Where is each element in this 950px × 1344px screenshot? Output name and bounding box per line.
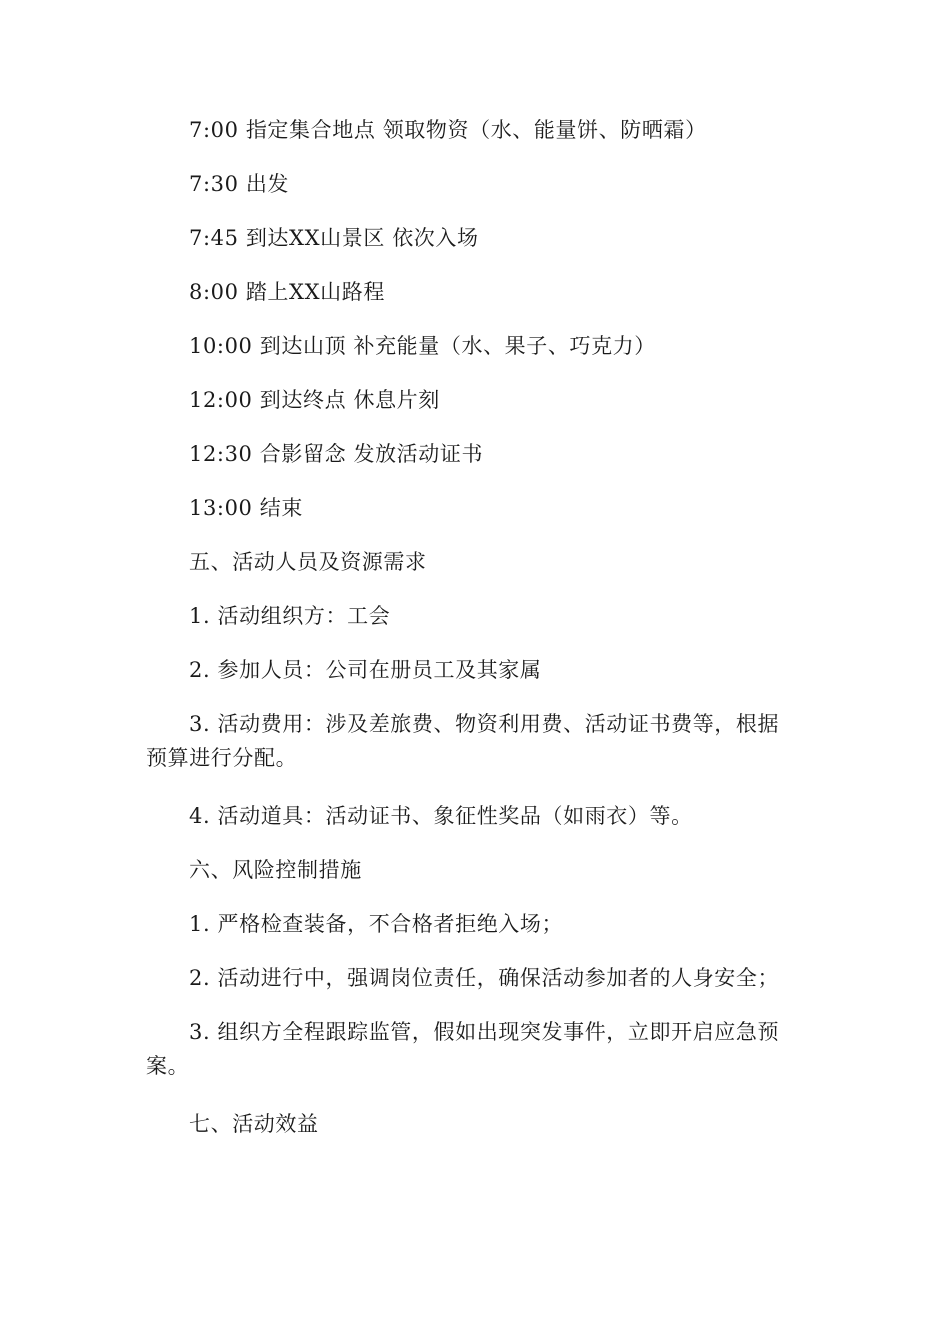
- section-6-item-2: 2. 活动进行中，强调岗位责任，确保活动参加者的人身安全；: [189, 966, 780, 990]
- schedule-item-0730: 7:30 出发: [189, 172, 290, 196]
- section-5-heading: 五、活动人员及资源需求: [189, 550, 427, 574]
- schedule-item-1230: 12:30 合影留念 发放活动证书: [189, 442, 484, 466]
- section-5-item-3-line-1: 3. 活动费用：涉及差旅费、物资利用费、活动证书费等，根据: [189, 712, 780, 736]
- section-7-heading: 七、活动效益: [189, 1112, 319, 1136]
- schedule-item-0800: 8:00 踏上XX山路程: [189, 280, 385, 304]
- schedule-item-0745: 7:45 到达XX山景区 依次入场: [189, 226, 479, 250]
- section-6-item-3-line-2: 案。: [146, 1054, 190, 1078]
- section-6-item-3-line-1: 3. 组织方全程跟踪监管，假如出现突发事件，立即开启应急预: [189, 1020, 780, 1044]
- section-6-item-3: [146, 1015, 811, 1083]
- section-5-item-3: [146, 707, 811, 775]
- schedule-item-1200: 12:00 到达终点 休息片刻: [189, 388, 440, 412]
- section-5-item-4: 4. 活动道具：活动证书、象征性奖品（如雨衣）等。: [189, 804, 693, 828]
- schedule-item-0700: 7:00 指定集合地点 领取物资（水、能量饼、防晒霜）: [189, 118, 707, 142]
- section-5-item-1: 1. 活动组织方：工会: [189, 604, 391, 628]
- schedule-item-1300: 13:00 结束: [189, 496, 303, 520]
- schedule-item-1000: 10:00 到达山顶 补充能量（水、果子、巧克力）: [189, 334, 656, 358]
- section-6-item-1: 1. 严格检查装备，不合格者拒绝入场；: [189, 912, 564, 936]
- section-6-heading: 六、风险控制措施: [189, 858, 362, 882]
- section-5-item-3-line-2: 预算进行分配。: [146, 746, 298, 770]
- section-5-item-2: 2. 参加人员：公司在册员工及其家属: [189, 658, 542, 682]
